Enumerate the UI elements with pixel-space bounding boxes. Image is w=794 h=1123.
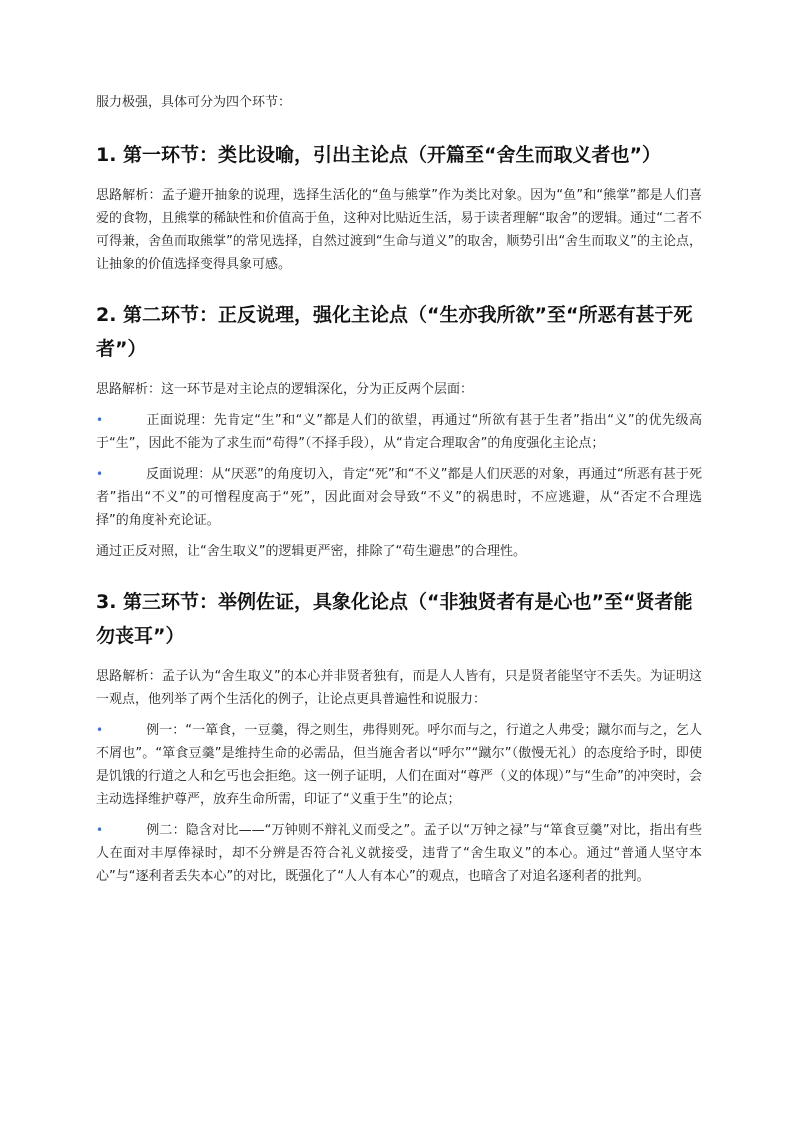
section-heading: 2. 第二环节：正反说理，强化主论点（“生亦我所欲”至“所恶有甚于死者”） [96, 304, 693, 360]
bullet-dot-icon: • [96, 467, 104, 481]
section-heading: 1. 第一环节：类比设喻，引出主论点（开篇至“舍生而取义者也”） [96, 144, 662, 166]
section-3 [96, 585, 702, 888]
section-analysis: 思路解析：这一环节是对主论点的逻辑深化，分为正反两个层面： [96, 382, 474, 397]
section-2 [96, 298, 702, 563]
bullet-item [96, 409, 702, 455]
bullet-text: 例一：“一箪食，一豆羹，得之则生，弗得则死。呼尔而与之，行道之人弗受；蹴尔而与之，乞人不屑也”。“箪食豆羹”是维持生命的必需品，但当施舍者以“呼尔”“蹴尔”（傲慢无礼）的态度给予时，即使是饥饿的行道之人和乞丐也会拒绝。这一例子证明，人们在面对“尊严（义的体现）”与“生命”的冲突时，会主动选择维护尊严，放弃生命所需，印证了“义重于生”的论点； [96, 723, 702, 807]
bullet-text: 例二：隐含对比——“万钟则不辩礼义而受之”。孟子以“万钟之禄”与“箪食豆羹”对比，指出有些人在面对丰厚俸禄时，却不分辨是否符合礼义就接受，违背了“舍生取义”的本心。通过“普通人坚守本心”与“逐利者丢失本心”的对比，既强化了“人人有本心”的观点，也暗含了对追名逐利者的批判。 [96, 823, 702, 884]
section-analysis: 思路解析：孟子避开抽象的说理，选择生活化的“鱼与熊掌”作为类比对象。因为“鱼”和“熊掌”都是人们喜爱的食物，且熊掌的稀缺性和价值高于鱼，这种对比贴近生活，易于读者理解“取舍”的逻辑。通过“二者不可得兼，舍鱼而取熊掌”的常见选择，自然过渡到“生命与道义”的取舍，顺势引出“舍生而取义”的主论点，让抽象的价值选择变得具象可感。 [96, 188, 702, 272]
section-conclusion: 通过正反对照，让“舍生取义”的逻辑更严密，排除了“苟生避患”的合理性。 [96, 544, 526, 559]
bullet-text: 反面说理：从“厌恶”的角度切入，肯定“死”和“不义”都是人们厌恶的对象，再通过“所恶有甚于死者”指出“不义”的可憎程度高于“死”，因此面对会导致“不义”的祸患时，不应逃避，从“否定不合理选择”的角度补充论证。 [96, 467, 702, 528]
bullet-dot-icon: • [96, 723, 104, 737]
section-analysis: 思路解析：孟子认为“舍生取义”的本心并非贤者独有，而是人人皆有，只是贤者能坚守不丢失。为证明这一观点，他列举了两个生活化的例子，让论点更具普遍性和说服力： [96, 669, 702, 707]
bullet-dot-icon: • [96, 413, 104, 427]
bullet-item [96, 463, 702, 532]
bullet-item [96, 719, 702, 811]
bullet-text: 正面说理：先肯定“生”和“义”都是人们的欲望，再通过“所欲有甚于生者”指出“义”的优先级高于“生”，因此不能为了求生而“苟得”（不择手段），从“肯定合理取舍”的角度强化主论点； [96, 413, 702, 451]
document-page [96, 90, 702, 896]
section-heading: 3. 第三环节：举例佐证，具象化论点（“非独贤者有是心也”至“贤者能勿丧耳”） [96, 591, 693, 647]
section-1 [96, 138, 702, 276]
bullet-dot-icon: • [96, 823, 104, 837]
intro-text: 服力极强，具体可分为四个环节： [96, 95, 292, 110]
bullet-item [96, 819, 702, 888]
